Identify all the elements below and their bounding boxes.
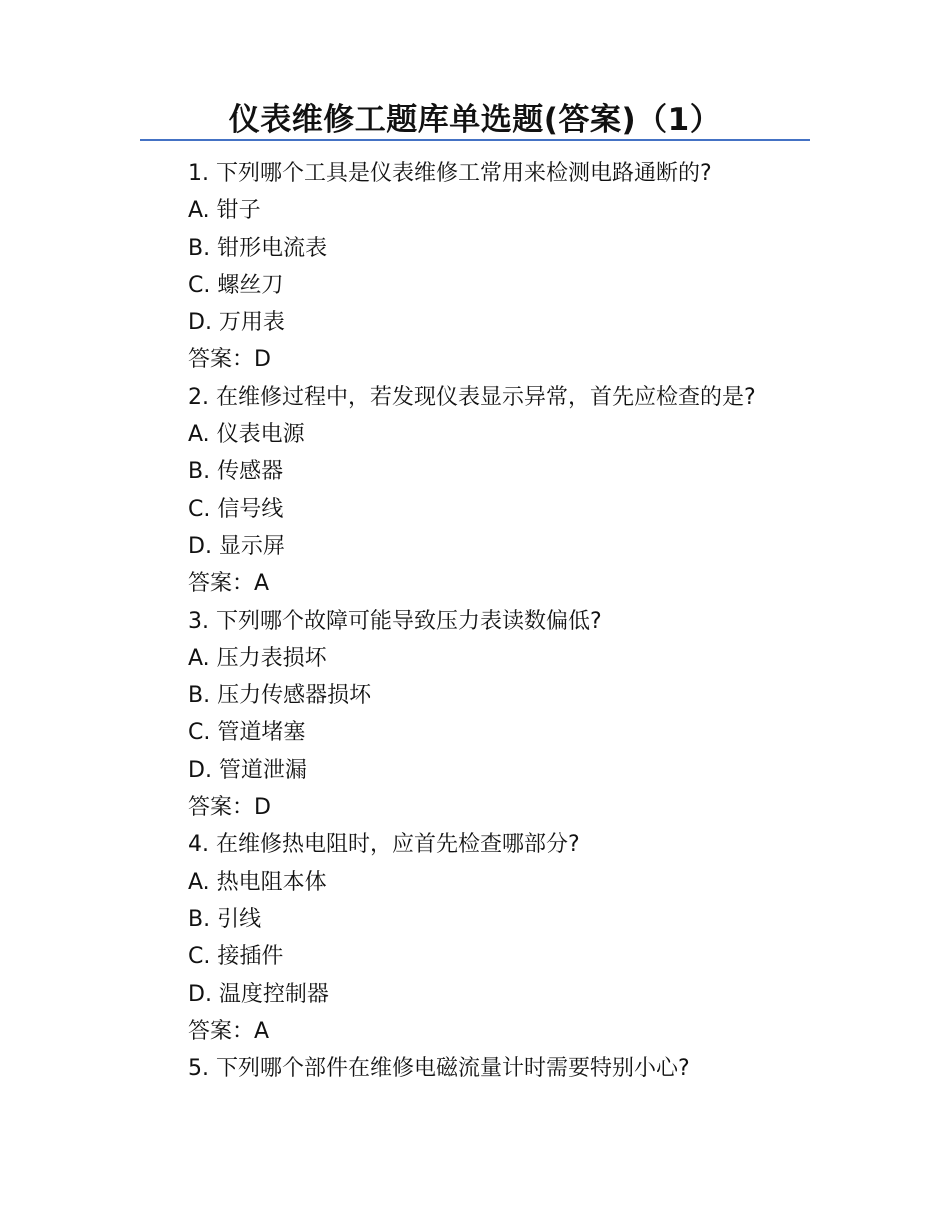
option-a: A. 热电阻本体 xyxy=(188,869,327,895)
option-b: B. 引线 xyxy=(188,906,262,932)
document-title: 仪表维修工题库单选题(答案)（1） xyxy=(228,102,722,138)
question-text: 2. 在维修过程中，若发现仪表显示异常，首先应检查的是? xyxy=(188,384,756,410)
option-c: C. 接插件 xyxy=(188,944,284,970)
option-d: D. 管道泄漏 xyxy=(188,757,307,783)
question-text: 1. 下列哪个工具是仪表维修工常用来检测电路通断的? xyxy=(188,161,712,186)
option-a: A. 压力表损坏 xyxy=(188,645,327,671)
question-text: 5. 下列哪个部件在维修电磁流量计时需要特别小心? xyxy=(188,1056,690,1082)
option-b: B. 传感器 xyxy=(188,459,284,485)
option-d: D. 万用表 xyxy=(188,310,285,336)
question-text: 4. 在维修热电阻时，应首先检查哪部分? xyxy=(188,832,580,858)
title-underline xyxy=(140,139,810,141)
option-b: B. 钳形电流表 xyxy=(188,235,328,261)
answer-text: 答案：D xyxy=(188,795,271,821)
question-list xyxy=(140,155,812,1087)
option-b: B. 压力传感器损坏 xyxy=(188,683,372,709)
option-d: D. 显示屏 xyxy=(188,533,285,559)
option-c: C. 管道堵塞 xyxy=(188,720,306,746)
answer-text: 答案：A xyxy=(188,1018,270,1044)
option-d: D. 温度控制器 xyxy=(188,981,329,1007)
answer-text: 答案：A xyxy=(188,571,270,597)
question-text: 3. 下列哪个故障可能导致压力表读数偏低? xyxy=(188,608,602,634)
option-a: A. 钳子 xyxy=(188,198,261,224)
option-c: C. 信号线 xyxy=(188,496,284,522)
option-a: A. 仪表电源 xyxy=(188,422,305,448)
answer-text: 答案：D xyxy=(188,347,271,373)
option-c: C. 螺丝刀 xyxy=(188,272,284,298)
